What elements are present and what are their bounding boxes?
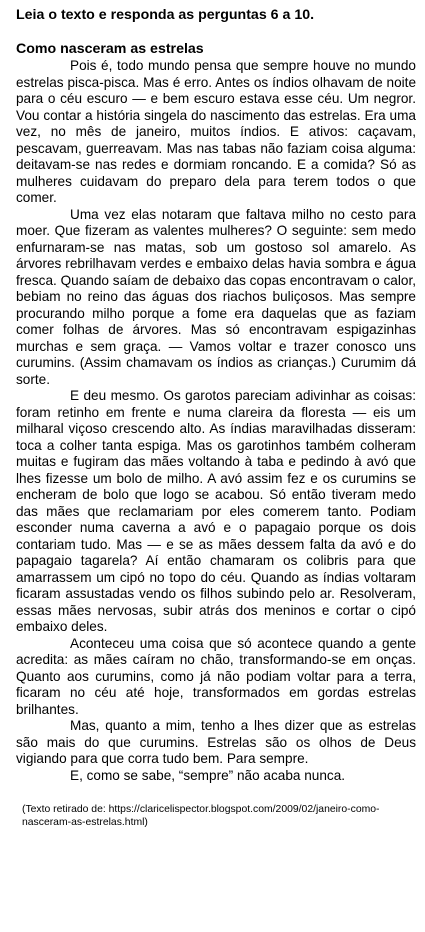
paragraph-5: Mas, quanto a mim, tenho a lhes dizer que as estrelas são mais do que curumins. Estrelas são os olhos de Deus vigiando para que corra tudo bem. Para sempre. (16, 718, 416, 766)
instruction-heading: Leia o texto e responda as perguntas 6 a 10. (16, 7, 315, 23)
text-title: Como nasceram as estrelas (16, 41, 204, 57)
source-citation: (Texto retirado de: https://claricelispector.blogspot.com/2009/02/janeiro-como-nasceram-as-estrelas.html) (22, 804, 380, 828)
paragraph-1: Pois é, todo mundo pensa que sempre houve no mundo estrelas pisca-pisca. Mas é erro. Antes os índios olhavam de noite para o céu escuro — e bem escuro estava esse céu. Um negror. Vou contar a história singela do nascimento das estrelas. Era uma vez, no mês de janeiro, muitos índios. E ativos: caçavam, pescavam, guerreavam. Mas nas tabas não faziam coisa alguma: deitavam-se nas redes e dormiam roncando. E a comida? Só as mulheres cuidavam do preparo dela para terem todos o que comer. (16, 58, 416, 205)
paragraph-2: Uma vez elas notaram que faltava milho no cesto para moer. Que fizeram as valentes mulheres? O seguinte: sem medo enfurnaram-se nas matas, sob um gostoso sol amarelo. As árvores rebrilhavam verdes e embaixo delas havia sombra e água fresca. Quando saíam de debaixo das copas encontravam o calor, bebiam no reino das águas dos riachos buliçosos. Mas sempre procurando milho porque a fome era daquelas que as faziam comer folhas de árvores. Mas só encontravam espigazinhas murchas e sem graça. — Vamos voltar e trazer conosco uns curumins. (Assim chamavam os índios as crianças.) Curumim dá sorte. (16, 206, 416, 387)
paragraph-4: Aconteceu uma coisa que só acontece quando a gente acredita: as mães caíram no chão, transformando-se em onças. Quanto aos curumins, como já não podiam voltar para a terra, ficaram no céu até hoje, transformados em gordas estrelas brilhantes. (16, 635, 416, 717)
paragraph-6: E, como se sabe, “sempre” não acaba nunca. (70, 767, 346, 783)
paragraph-3: E deu mesmo. Os garotos pareciam adivinhar as coisas: foram retinho em frente e numa clareira da floresta — eis um milharal viçoso crescendo alto. As índias maravilhadas disseram: toca a colher tanta espiga. Mas os garotinhos também colheram muitas e fugiram das mães voltando à taba e pedindo à avó que lhes fizesse um bolo de milho. A avó assim fez e os curumins se encheram de bolo que logo se acabou. Só então tiveram medo das mães que reclamariam por eles comerem tanto. Podiam esconder numa caverna a avó e o papagaio porque os dois contariam tudo. Mas — e se as mães dessem falta da avó e do papagaio tagarela? Aí então chamaram os colibris para que amarrassem um cipó no topo do céu. Quando as índias voltaram ficaram assustadas vendo os filhos subindo pelo ar. Resolveram, essas mães nervosas, subir atrás dos meninos e cortar o cipó embaixo deles. (16, 388, 416, 634)
